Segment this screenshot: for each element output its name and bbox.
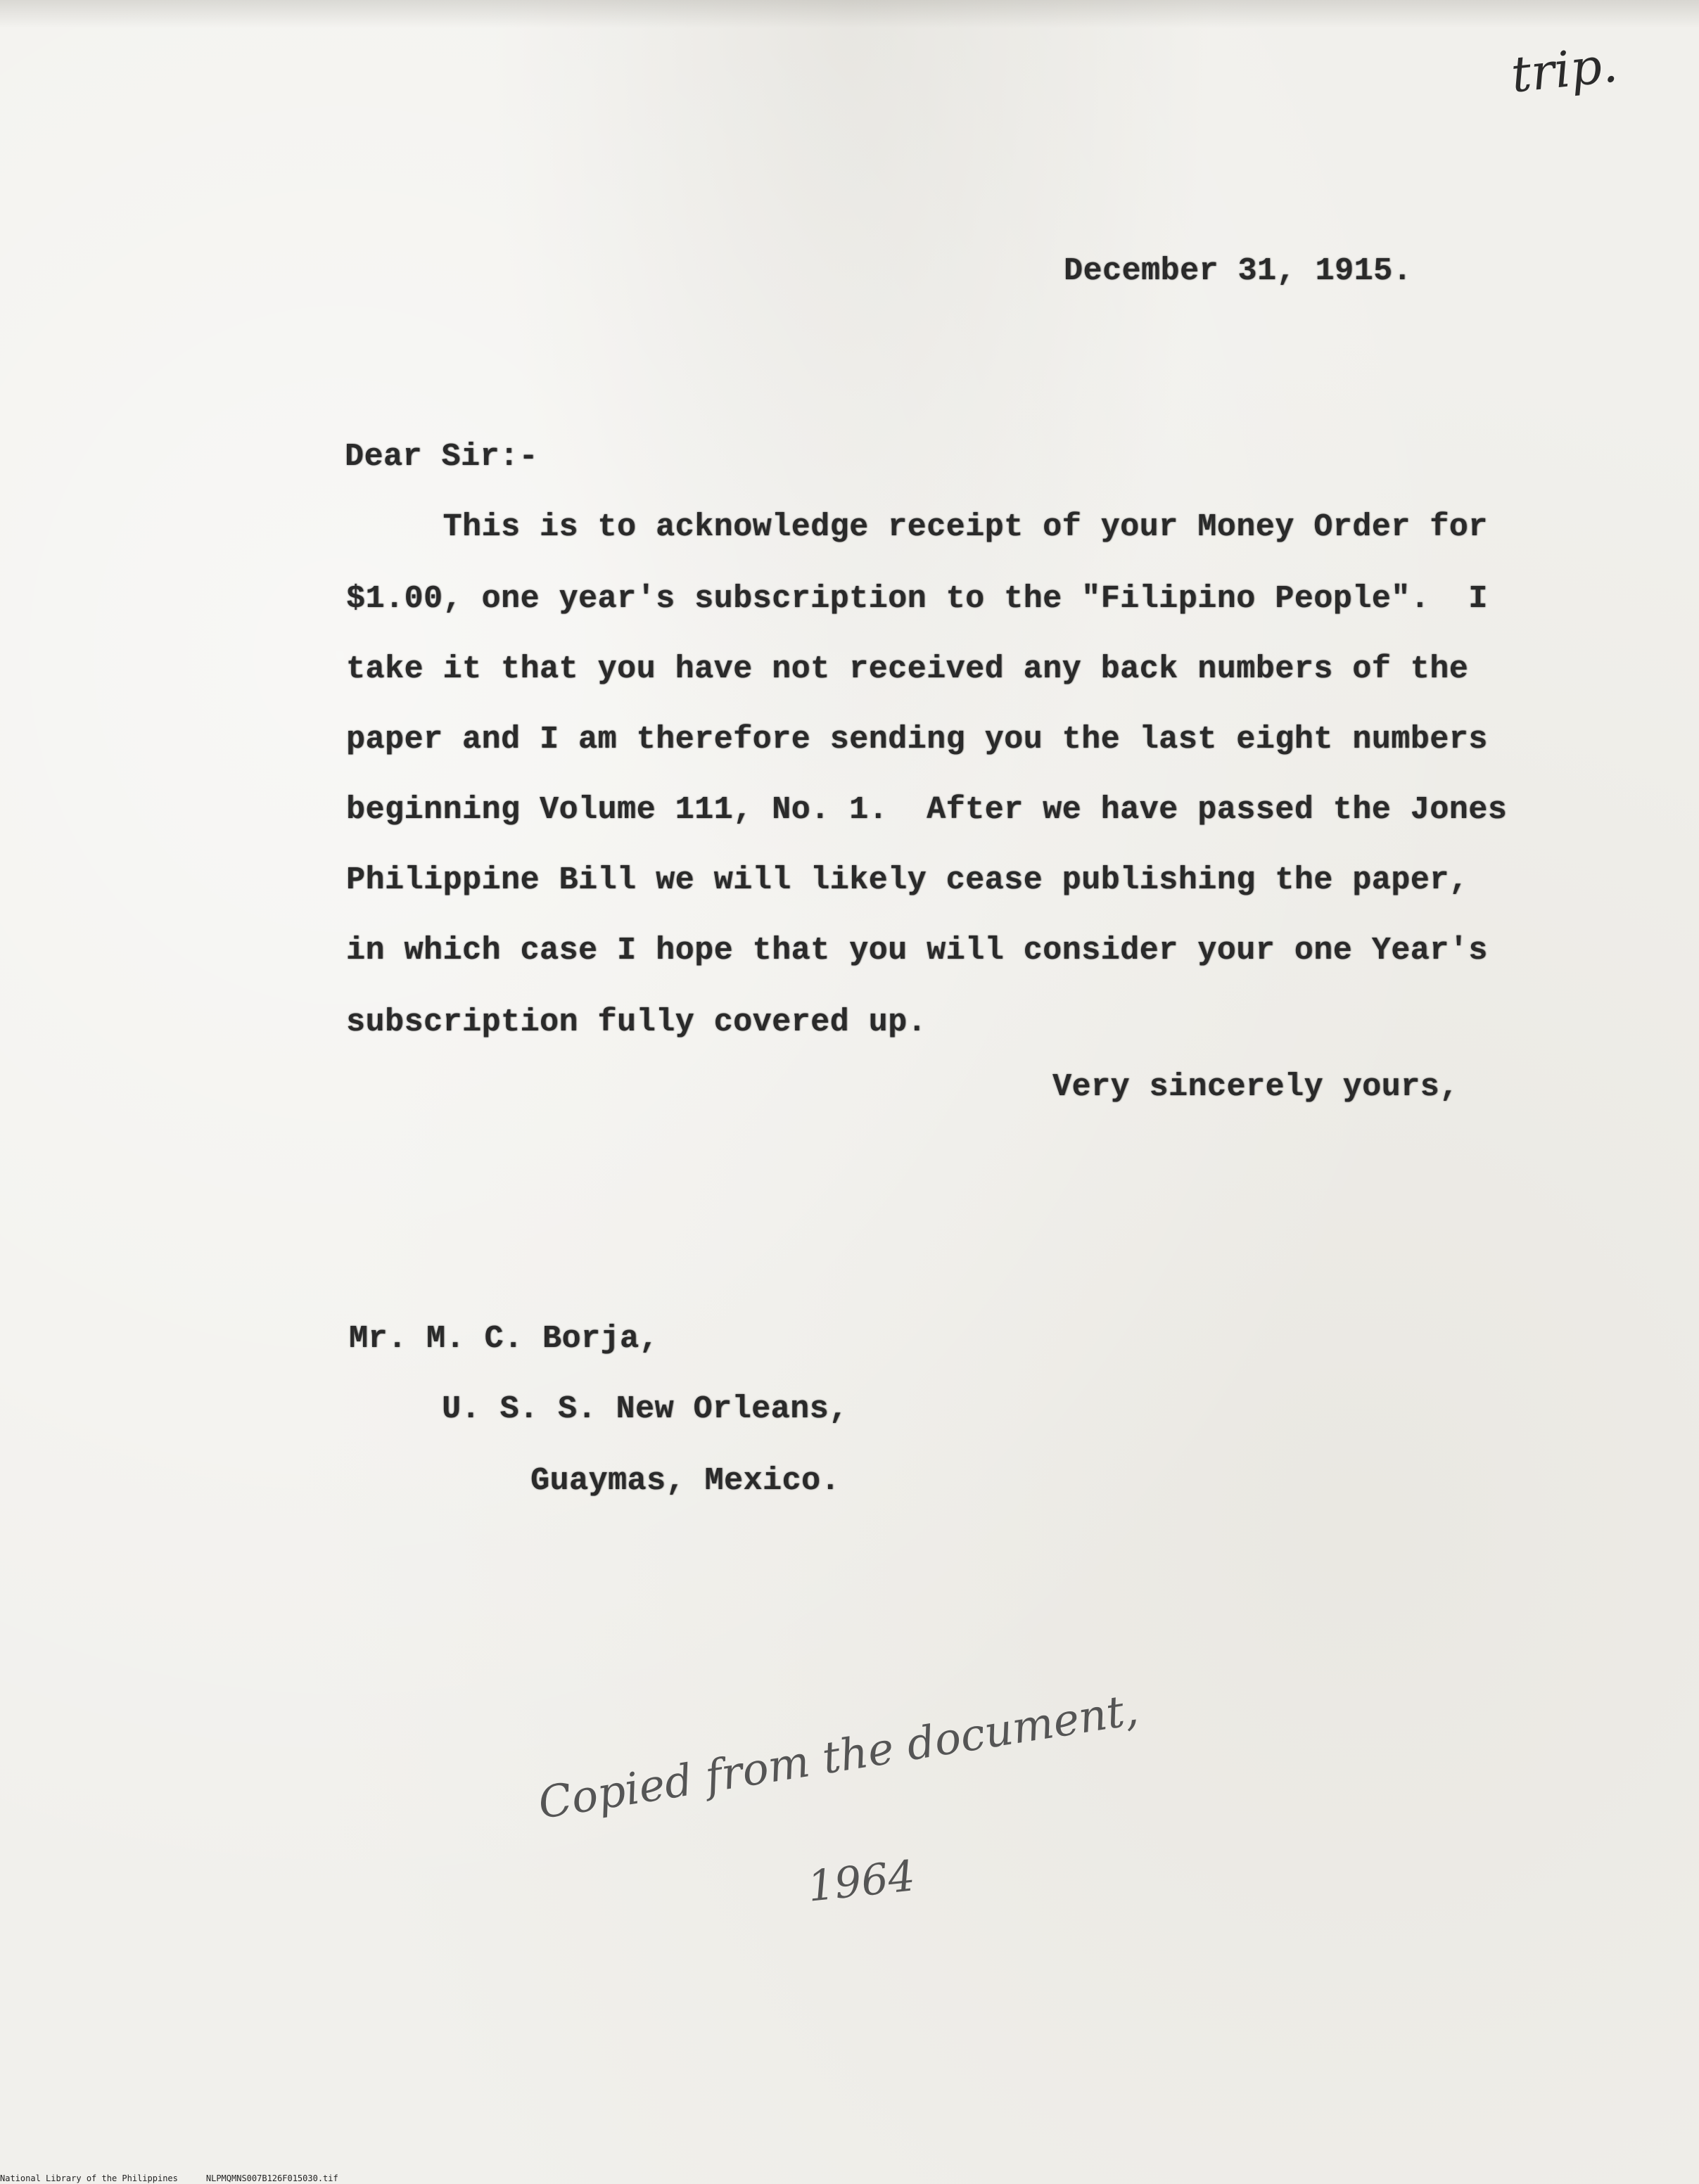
handwritten-annotation-year: 1964 [805,1851,917,1912]
letter-body-line: take it that you have not received any back numbers of the [346,651,1469,687]
letter-body-line: This is to acknowledge receipt of your Money Order for [346,509,1488,545]
letter-body-line: $1.00, one year's subscription to the "Filipino People". I [346,581,1488,617]
letter-body-line: beginning Volume 111, No. 1. After we have passed the Jones [346,792,1508,828]
letter-date: December 31, 1915. [1064,253,1413,289]
handwritten-annotation-note: Copied from the document, [535,1683,1142,1829]
letter-closing: Very sincerely yours, [1052,1069,1459,1105]
recipient-name: Mr. M. C. Borja, [349,1321,659,1357]
recipient-address-line: Guaymas, Mexico. [530,1463,841,1499]
letter-body-line: Philippine Bill we will likely cease publishing the paper, [346,862,1469,898]
letter-body-line: subscription fully covered up. [346,1004,927,1040]
letter-salutation: Dear Sir:- [345,439,539,475]
footer-source: National Library of the Philippines [0,2173,178,2183]
recipient-address-line: U. S. S. New Orleans, [442,1391,848,1427]
scan-footer [0,2173,338,2183]
letter-body-line: in which case I hope that you will consider your one Year's [346,933,1488,969]
letter-body-line: paper and I am therefore sending you the last eight numbers [346,722,1488,758]
handwritten-annotation-top: trip. [1508,35,1620,104]
footer-filename: NLPMQMNS007B126F015030.tif [205,2173,338,2183]
